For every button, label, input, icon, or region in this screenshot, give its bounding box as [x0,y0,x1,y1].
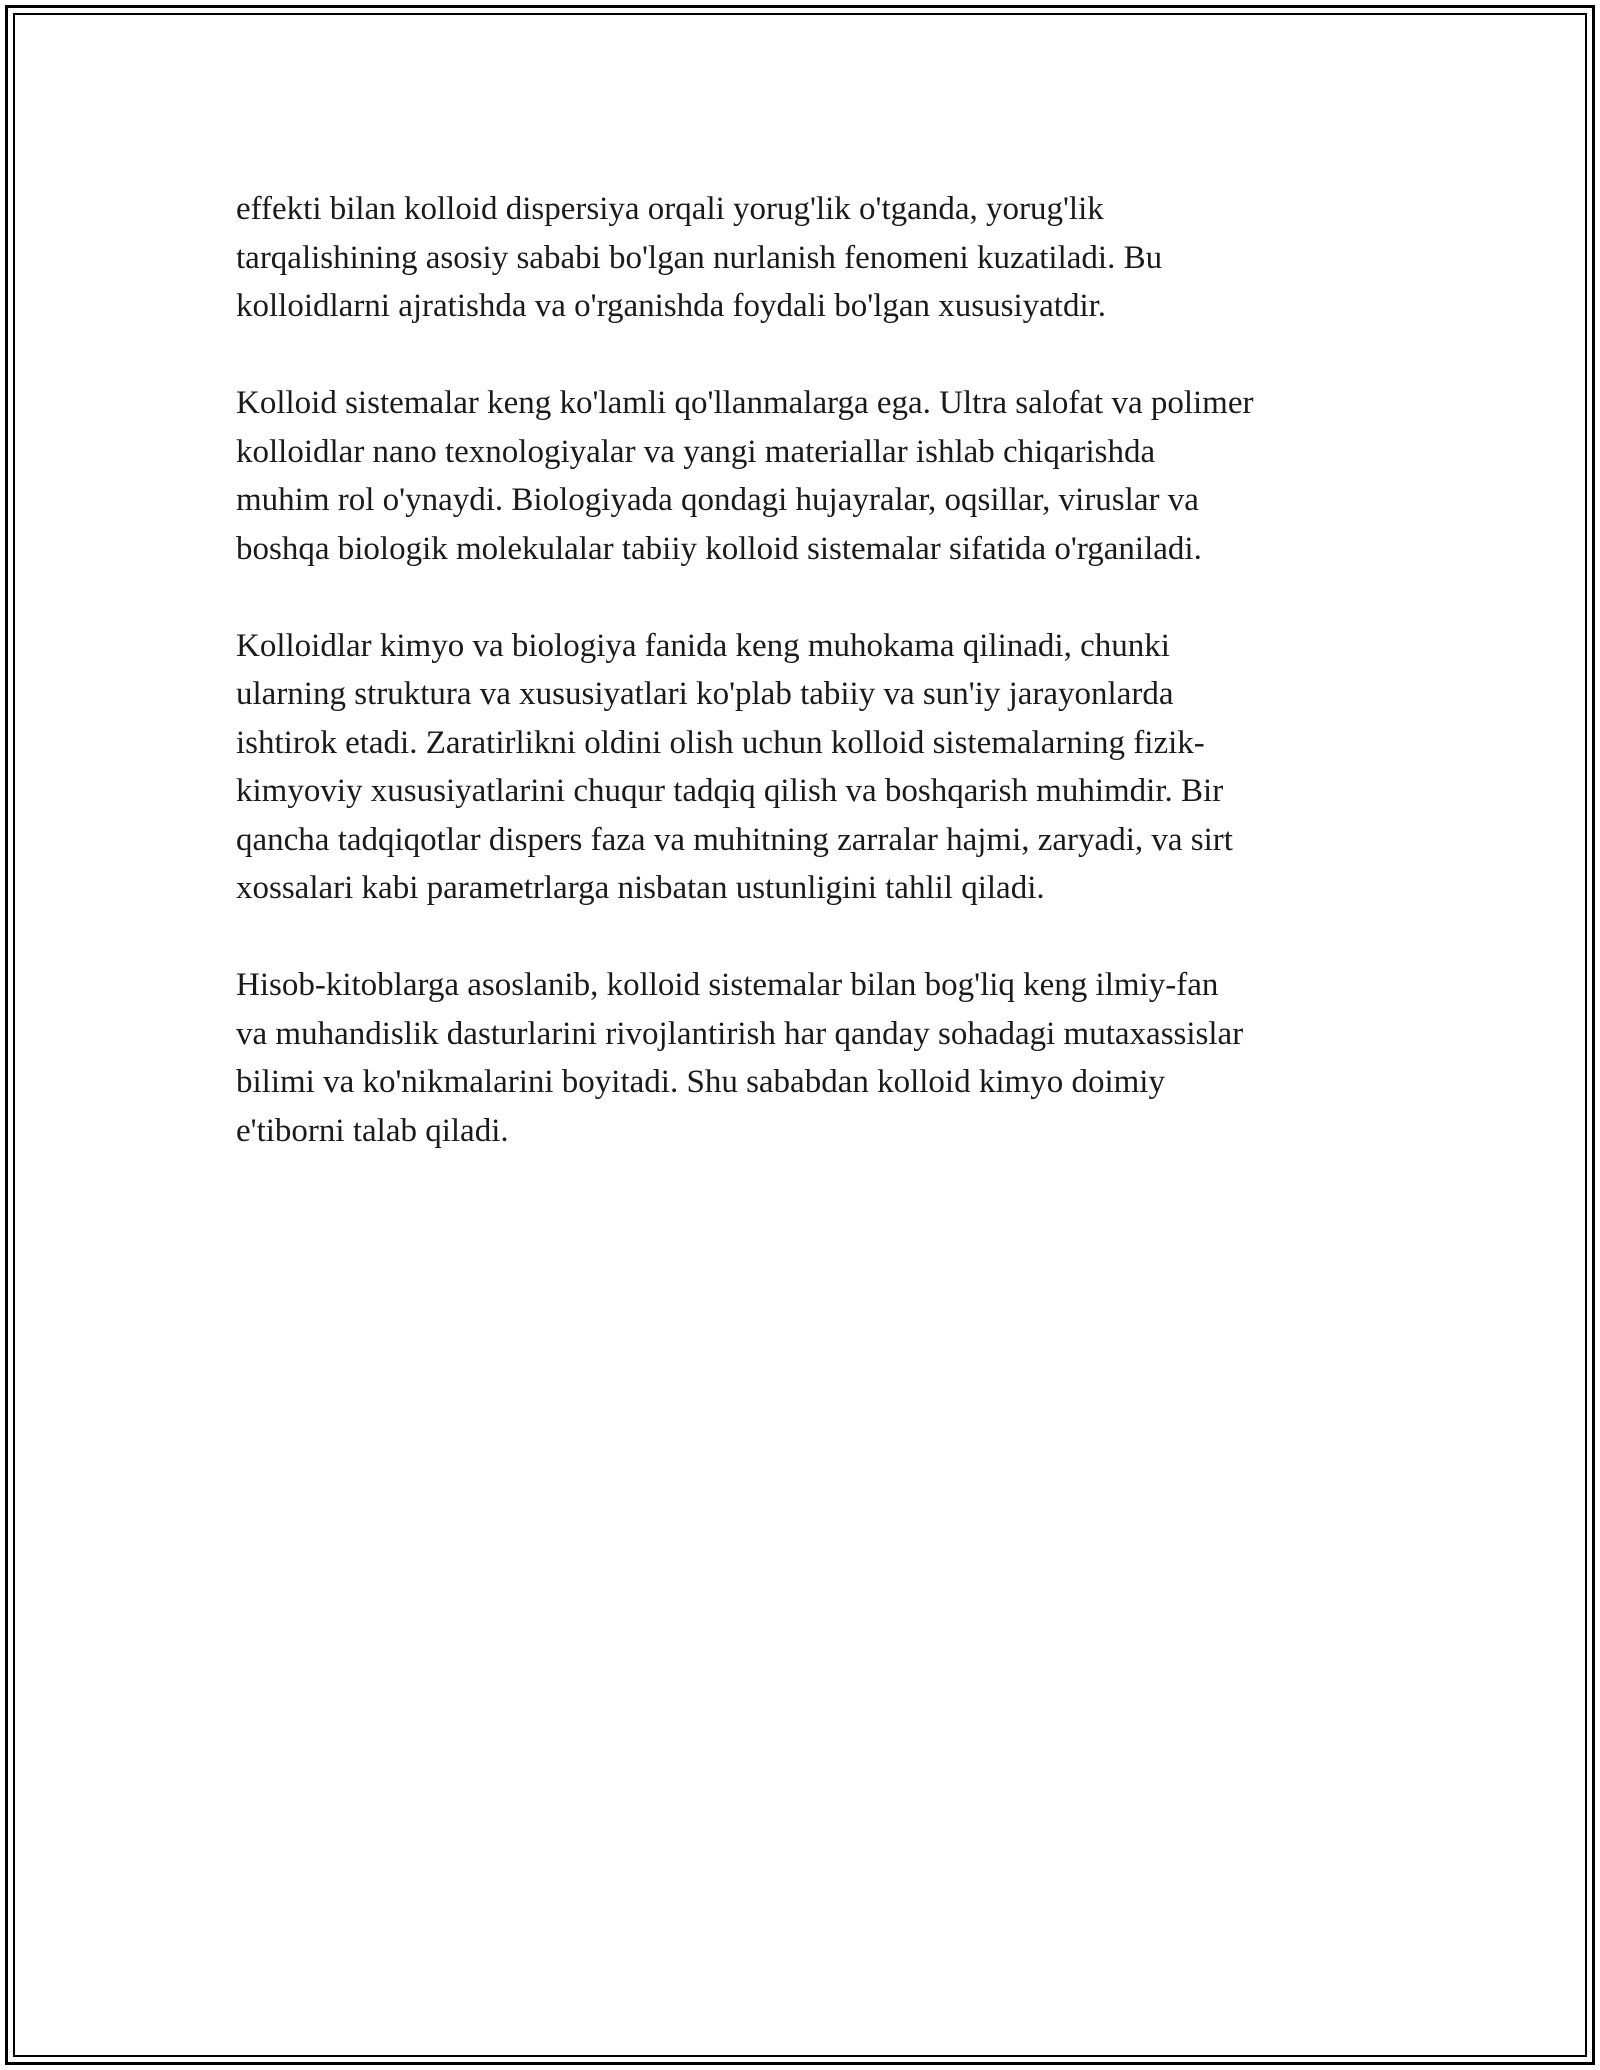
text-line: kolloidlarni ajratishda va o'rganishda foydali bo'lgan xususiyatdir. [236,288,1107,324]
text-line: va muhandislik dasturlarini rivojlantirish har qanday sohadagi mutaxassislar [236,1015,1244,1052]
text-line: ishtirok etadi. Zaratirlikni oldini olish uchun kolloid sistemalarning fizik- [236,724,1205,761]
text-line: kolloidlar nano texnologiyalar va yangi materiallar ishlab chiqarishda [236,433,1156,470]
text-line: Hisob-kitoblarga asoslanib, kolloid sistemalar bilan bog'liq keng ilmiy-fan [236,967,1219,1003]
text-line: ularning struktura va xususiyatlari ko'plab tabiiy va sun'iy jarayonlarda [236,676,1174,712]
paragraph-4 [236,961,1376,1155]
text-line: bilimi va ko'nikmalarini boyitadi. Shu sababdan kolloid kimyo doimiy [236,1064,1165,1100]
paragraph-2 [236,379,1376,573]
paragraph-3 [236,622,1376,913]
text-line: Kolloid sistemalar keng ko'lamli qo'llanmalarga ega. Ultra salofat va polimer [236,385,1254,421]
text-line: xossalari kabi parametrlarga nisbatan ustunligini tahlil qiladi. [236,870,1045,906]
text-line: boshqa biologik molekulalar tabiiy kolloid sistemalar sifatida o'rganiladi. [236,530,1202,567]
text-line: tarqalishining asosiy sababi bo'lgan nurlanish fenomeni kuzatiladi. Bu [236,239,1163,276]
text-line: e'tiborni talab qiladi. [236,1112,509,1149]
text-line: qancha tadqiqotlar dispers faza va muhitning zarralar hajmi, zaryadi, va sirt [236,821,1233,858]
text-line: kimyoviy xususiyatlarini chuqur tadqiq qilish va boshqarish muhimdir. Bir [236,773,1224,809]
document-body [236,185,1376,1204]
text-line: Kolloidlar kimyo va biologiya fanida keng muhokama qilinadi, chunki [236,627,1170,664]
text-line: effekti bilan kolloid dispersiya orqali yorug'lik o'tganda, yorug'lik [236,191,1104,227]
text-line: muhim rol o'ynaydi. Biologiyada qondagi hujayralar, oqsillar, viruslar va [236,482,1199,518]
paragraph-1 [236,185,1376,331]
